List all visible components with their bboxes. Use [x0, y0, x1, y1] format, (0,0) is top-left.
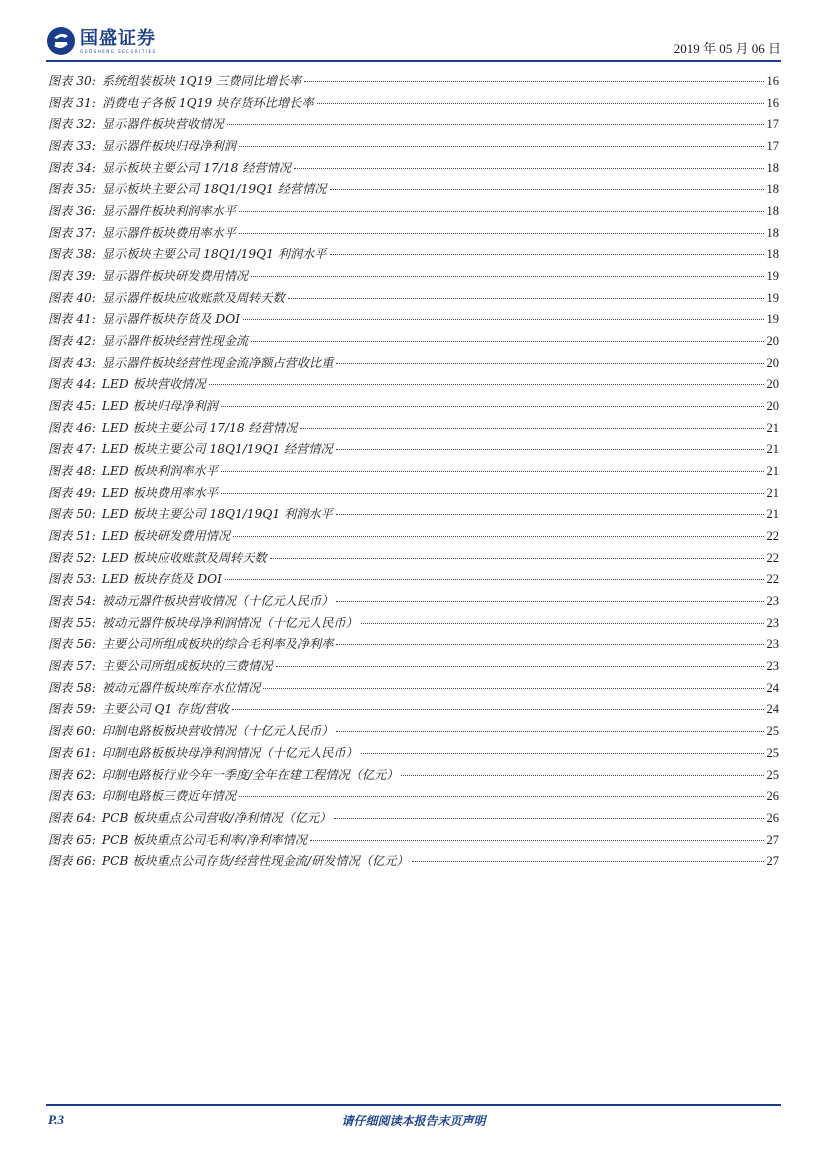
guosheng-logo-icon: [46, 26, 76, 56]
toc-dot-leader: [300, 428, 763, 429]
toc-entry-label: 图表 66:: [48, 854, 96, 869]
toc-dot-leader: [336, 449, 764, 450]
toc-entry[interactable]: [48, 657, 779, 679]
toc-entry-label: 图表 41:: [48, 312, 96, 327]
toc-entry-page: 25: [766, 724, 779, 739]
toc-dot-leader: [239, 796, 764, 797]
toc-entry-title: 显示器件板块归母净利润: [101, 139, 236, 154]
toc-entry-label: 图表 60:: [48, 724, 96, 739]
toc-entry-page: 17: [766, 139, 779, 154]
toc-entry[interactable]: [48, 570, 779, 592]
toc-dot-leader: [239, 211, 764, 212]
toc-entry-page: 25: [766, 767, 779, 782]
toc-entry[interactable]: [48, 635, 779, 657]
toc-entry-label: 图表 48:: [48, 464, 96, 479]
toc-entry[interactable]: [48, 592, 779, 614]
toc-dot-leader: [336, 644, 763, 645]
toc-entry-label: 图表 50:: [48, 507, 96, 522]
toc-entry[interactable]: [48, 700, 779, 722]
toc-entry-title: LED 板块研发费用情况: [101, 529, 231, 544]
toc-entry-label: 图表 33:: [48, 139, 96, 154]
toc-entry-title: 印制电路板行业今年一季度/全年在建工程情况（亿元）: [101, 767, 399, 782]
toc-entry-page: 17: [766, 117, 779, 132]
toc-dot-leader: [304, 81, 763, 82]
toc-entry-page: 26: [766, 789, 779, 804]
toc-entry-label: 图表 62:: [48, 767, 96, 782]
header-divider: [46, 60, 781, 62]
toc-entry[interactable]: [48, 375, 779, 397]
toc-entry-label: 图表 34:: [48, 160, 96, 175]
toc-entry[interactable]: [48, 397, 779, 419]
toc-entry-label: 图表 56:: [48, 637, 96, 652]
toc-entry[interactable]: [48, 440, 779, 462]
toc-dot-leader: [330, 189, 764, 190]
toc-entry-title: 显示板块主要公司 17/18 经营情况: [101, 160, 291, 175]
toc-dot-leader: [263, 688, 763, 689]
toc-entry-page: 24: [766, 702, 779, 717]
toc-entry[interactable]: [48, 527, 779, 549]
toc-entry-title: 显示器件板块研发费用情况: [101, 269, 249, 284]
toc-entry-title: 显示器件板块营收情况: [101, 117, 224, 132]
toc-entry-label: 图表 30:: [48, 74, 96, 88]
toc-entry-label: 图表 63:: [48, 789, 96, 804]
toc-entry-title: 主要公司所组成板块的三费情况: [101, 659, 273, 674]
figure-list: [48, 72, 779, 874]
toc-dot-leader: [251, 276, 763, 277]
toc-entry[interactable]: [48, 809, 779, 831]
toc-entry-title: 被动元器件板块营收情况（十亿元人民币）: [101, 594, 334, 609]
toc-dot-leader: [330, 254, 764, 255]
toc-entry-title: LED 板块费用率水平: [101, 485, 218, 500]
toc-entry-label: 图表 37:: [48, 225, 96, 240]
toc-entry-page: 21: [766, 507, 779, 522]
toc-dot-leader: [221, 406, 764, 407]
toc-entry[interactable]: [48, 94, 779, 116]
toc-entry[interactable]: [48, 462, 779, 484]
toc-entry-label: 图表 38:: [48, 247, 96, 262]
toc-dot-leader: [225, 579, 764, 580]
toc-entry[interactable]: [48, 137, 779, 159]
toc-entry-label: 图表 39:: [48, 269, 96, 284]
toc-entry-title: 主要公司 Q1 存货/营收: [101, 702, 229, 717]
toc-entry[interactable]: [48, 787, 779, 809]
toc-dot-leader: [233, 536, 763, 537]
toc-entry-page: 18: [766, 160, 779, 175]
toc-dot-leader: [361, 753, 764, 754]
toc-entry-label: 图表 64:: [48, 810, 96, 825]
toc-entry[interactable]: [48, 310, 779, 332]
toc-dot-leader: [317, 103, 764, 104]
toc-entry-page: 21: [766, 420, 779, 435]
toc-entry-label: 图表 40:: [48, 290, 96, 305]
toc-entry-title: 显示器件板块经营性现金流: [101, 334, 249, 349]
toc-entry-title: LED 板块归母净利润: [101, 399, 218, 414]
toc-dot-leader: [232, 709, 764, 710]
toc-entry-page: 27: [766, 832, 779, 847]
toc-entry-title: 显示器件板块费用率水平: [101, 225, 236, 240]
toc-entry-label: 图表 31:: [48, 95, 96, 110]
toc-dot-leader: [270, 558, 764, 559]
footer-divider: [46, 1104, 781, 1106]
toc-entry[interactable]: [48, 267, 779, 289]
toc-entry-label: 图表 53:: [48, 572, 96, 587]
toc-dot-leader: [334, 818, 763, 819]
toc-entry-title: LED 板块存货及 DOI: [101, 572, 222, 587]
toc-entry-title: LED 板块应收账款及周转天数: [101, 550, 267, 565]
toc-entry-label: 图表 42:: [48, 334, 96, 349]
toc-entry-page: 23: [766, 594, 779, 609]
toc-entry-title: 显示器件板块应收账款及周转天数: [101, 290, 285, 305]
toc-entry-title: 印制电路板板块营收情况（十亿元人民币）: [101, 724, 334, 739]
toc-entry-page: 20: [766, 377, 779, 392]
toc-dot-leader: [221, 471, 764, 472]
toc-dot-leader: [239, 233, 764, 234]
toc-entry-page: 21: [766, 442, 779, 457]
toc-entry-title: PCB 板块重点公司营收/净利情况（亿元）: [101, 810, 332, 825]
brand-logo: [46, 26, 157, 56]
toc-entry-title: 被动元器件板块母净利润情况（十亿元人民币）: [101, 615, 358, 630]
toc-entry[interactable]: [48, 549, 779, 571]
brand-name: 国盛证券: [80, 27, 156, 49]
toc-entry-title: PCB 板块重点公司存货/经营性现金流/研发情况（亿元）: [101, 854, 409, 869]
toc-dot-leader: [239, 146, 764, 147]
footer-disclaimer: 请仔细阅读本报告末页声明: [341, 1114, 486, 1128]
toc-entry[interactable]: [48, 679, 779, 701]
toc-entry-page: 23: [766, 659, 779, 674]
toc-entry[interactable]: [48, 180, 779, 202]
toc-entry-title: 显示板块主要公司 18Q1/19Q1 经营情况: [101, 182, 327, 197]
toc-entry-title: 主要公司所组成板块的综合毛利率及净利率: [101, 637, 334, 652]
toc-entry-title: LED 板块主要公司 18Q1/19Q1 利润水平: [101, 507, 333, 522]
toc-dot-leader: [361, 623, 764, 624]
toc-entry-page: 20: [766, 355, 779, 370]
toc-entry-page: 20: [766, 334, 779, 349]
toc-entry-page: 18: [766, 204, 779, 219]
toc-entry-page: 18: [766, 182, 779, 197]
toc-entry-title: 被动元器件板块库存水位情况: [101, 680, 261, 695]
toc-entry-label: 图表 43:: [48, 355, 96, 370]
toc-entry-page: 25: [766, 745, 779, 760]
toc-entry-title: 消费电子各板 1Q19 块存货环比增长率: [101, 95, 314, 110]
toc-dot-leader: [336, 731, 763, 732]
toc-entry-page: 23: [766, 637, 779, 652]
toc-dot-leader: [336, 363, 763, 364]
toc-entry-title: LED 板块利润率水平: [101, 464, 218, 479]
toc-entry[interactable]: [48, 159, 779, 181]
toc-entry[interactable]: [48, 72, 779, 94]
toc-entry-page: 16: [766, 95, 779, 110]
toc-entry-label: 图表 58:: [48, 680, 96, 695]
toc-entry-label: 图表 54:: [48, 594, 96, 609]
toc-entry[interactable]: [48, 115, 779, 137]
toc-entry-title: LED 板块主要公司 18Q1/19Q1 经营情况: [101, 442, 333, 457]
toc-entry-page: 22: [766, 529, 779, 544]
toc-entry[interactable]: [48, 484, 779, 506]
toc-entry-title: 显示器件板块存货及 DOI: [101, 312, 241, 327]
toc-dot-leader: [294, 168, 764, 169]
toc-entry-title: 显示器件板块利润率水平: [101, 204, 236, 219]
toc-entry-label: 图表 45:: [48, 399, 96, 414]
toc-entry[interactable]: [48, 722, 779, 744]
toc-entry-page: 19: [766, 290, 779, 305]
toc-entry-page: 19: [766, 269, 779, 284]
toc-dot-leader: [251, 341, 763, 342]
toc-entry-page: 26: [766, 810, 779, 825]
toc-entry-page: 19: [766, 312, 779, 327]
toc-dot-leader: [401, 775, 763, 776]
toc-entry[interactable]: [48, 202, 779, 224]
toc-entry-title: 显示板块主要公司 18Q1/19Q1 利润水平: [101, 247, 327, 262]
toc-dot-leader: [336, 514, 764, 515]
toc-entry-page: 16: [766, 74, 779, 88]
toc-entry[interactable]: [48, 289, 779, 311]
toc-entry-label: 图表 46:: [48, 420, 96, 435]
toc-entry-label: 图表 35:: [48, 182, 96, 197]
toc-entry-label: 图表 59:: [48, 702, 96, 717]
toc-entry-label: 图表 57:: [48, 659, 96, 674]
toc-dot-leader: [221, 493, 764, 494]
toc-entry[interactable]: [48, 744, 779, 766]
brand-text-block: [80, 29, 157, 54]
toc-entry-page: 21: [766, 485, 779, 500]
toc-entry-title: 印制电路板板块母净利润情况（十亿元人民币）: [101, 745, 358, 760]
toc-entry[interactable]: [48, 245, 779, 267]
toc-entry-label: 图表 47:: [48, 442, 96, 457]
toc-entry-page: 24: [766, 680, 779, 695]
toc-dot-leader: [276, 666, 764, 667]
toc-entry-page: 22: [766, 572, 779, 587]
toc-entry[interactable]: [48, 419, 779, 441]
toc-dot-leader: [412, 861, 764, 862]
toc-dot-leader: [243, 319, 763, 320]
toc-entry-title: PCB 板块重点公司毛利率/净利率情况: [101, 832, 307, 847]
toc-entry[interactable]: [48, 852, 779, 874]
toc-dot-leader: [288, 298, 764, 299]
toc-entry-page: 23: [766, 615, 779, 630]
report-date: 2019 年 05 月 06 日: [673, 41, 781, 56]
page-number: P.3: [48, 1112, 65, 1127]
toc-entry-label: 图表 65:: [48, 832, 96, 847]
toc-entry-title: 印制电路板三费近年情况: [101, 789, 236, 804]
toc-entry[interactable]: [48, 224, 779, 246]
toc-entry-label: 图表 55:: [48, 615, 96, 630]
toc-dot-leader: [227, 124, 764, 125]
toc-entry-title: LED 板块主要公司 17/18 经营情况: [101, 420, 298, 435]
toc-entry-page: 22: [766, 550, 779, 565]
toc-entry-page: 18: [766, 247, 779, 262]
toc-entry[interactable]: [48, 614, 779, 636]
toc-dot-leader: [310, 840, 764, 841]
toc-entry-label: 图表 44:: [48, 377, 96, 392]
toc-entry[interactable]: [48, 354, 779, 376]
toc-entry-title: 显示器件板块经营性现金流净额占营收比重: [101, 355, 334, 370]
toc-entry-label: 图表 49:: [48, 485, 96, 500]
toc-dot-leader: [209, 384, 764, 385]
toc-entry[interactable]: [48, 505, 779, 527]
toc-entry-page: 20: [766, 399, 779, 414]
toc-entry-page: 21: [766, 464, 779, 479]
toc-entry[interactable]: [48, 831, 779, 853]
toc-entry-title: 系统组装板块 1Q19 三费同比增长率: [101, 74, 302, 88]
toc-entry-label: 图表 32:: [48, 117, 96, 132]
toc-entry-page: 18: [766, 225, 779, 240]
toc-dot-leader: [336, 601, 763, 602]
toc-entry-label: 图表 51:: [48, 529, 96, 544]
brand-subtitle: GUOSHENG SECURITIES: [80, 48, 157, 54]
toc-entry-label: 图表 52:: [48, 550, 96, 565]
toc-entry[interactable]: [48, 332, 779, 354]
toc-entry-title: LED 板块营收情况: [101, 377, 206, 392]
toc-entry-label: 图表 36:: [48, 204, 96, 219]
toc-entry-label: 图表 61:: [48, 745, 96, 760]
toc-entry-page: 27: [766, 854, 779, 869]
toc-entry[interactable]: [48, 766, 779, 788]
